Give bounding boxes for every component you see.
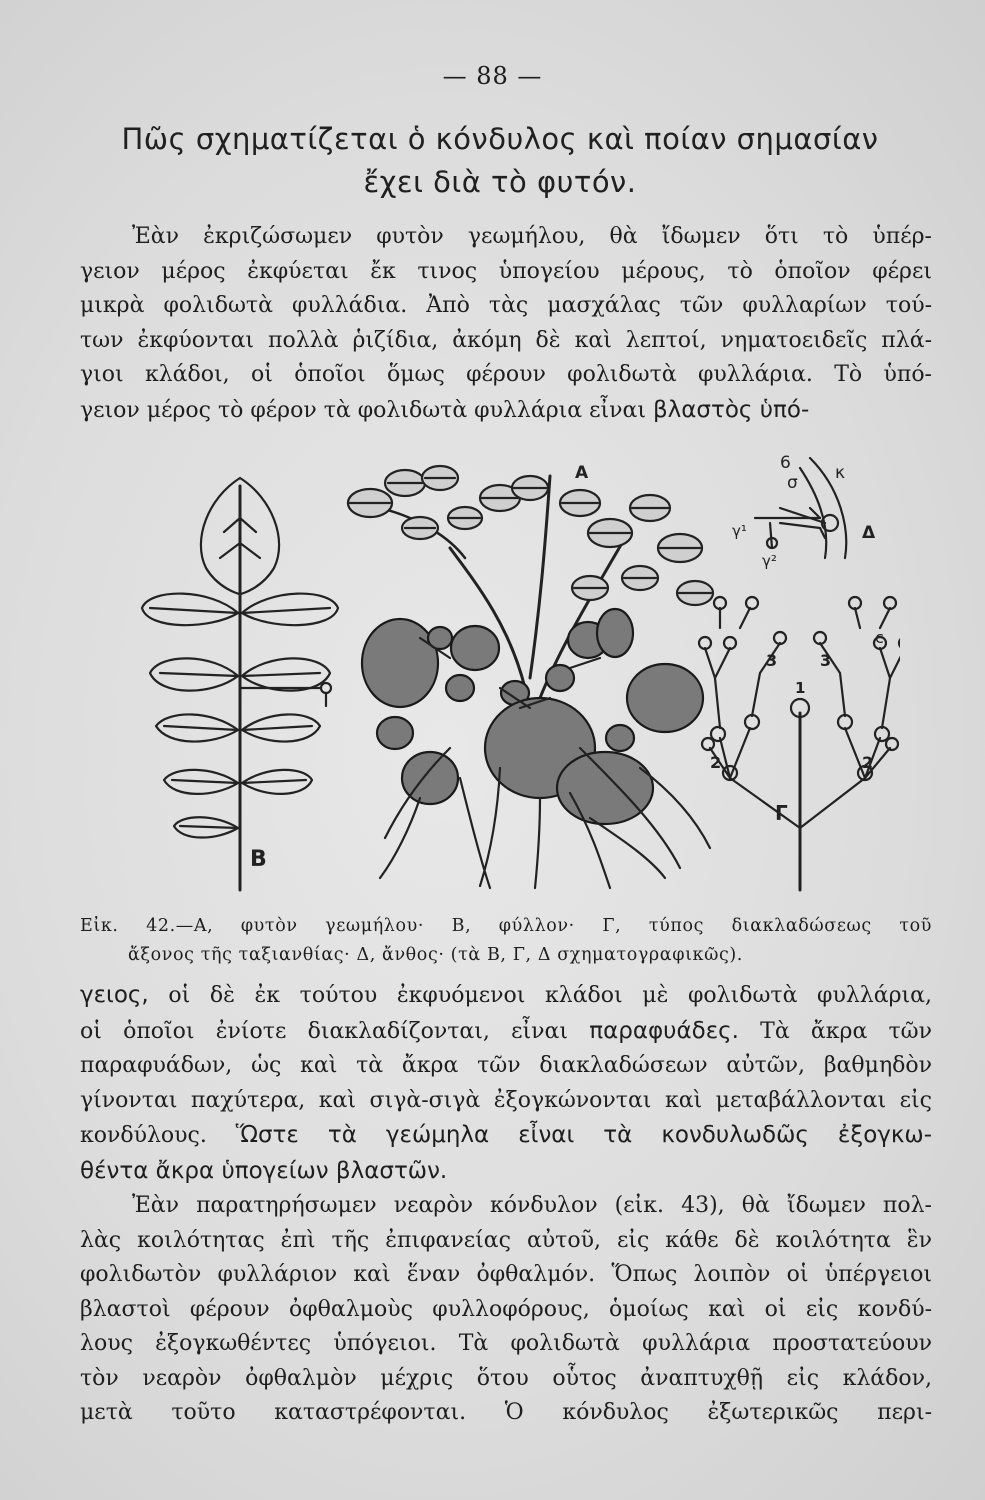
text-line: Ἐὰν ἐκριζώσωμεν φυτὸν γεωμήλου, θὰ ἴδωμεν ὅτι τὸ ὑπέρ- <box>132 224 932 249</box>
text-line <box>80 978 932 1014</box>
text-line: γίνονται παχύτερα, καὶ σιγὰ-σιγὰ ἐξογκώνονται καὶ μεταβάλλονται εἰς <box>80 1087 932 1113</box>
text-line <box>80 1014 932 1050</box>
emphasized-term: παραφυάδες. <box>589 1017 739 1044</box>
text-line: τὸν νεαρὸν ὀφθαλμὸν μέχρις ὅτου οὗτος ἀναπτυχθῇ εἰς κλάδον, <box>80 1365 932 1391</box>
label-3-right: 3 <box>820 651 832 670</box>
label-b-lower: 6 <box>780 453 791 473</box>
text-line: λους ἐξογκωθέντες ὑπόγειοι. Τὰ φολιδωτὰ φυλλάρια προστατεύουν <box>80 1331 932 1356</box>
emphasized-term: θέντα ἄκρα ὑπογείων βλαστῶν. <box>80 1157 448 1184</box>
heading-line-1: Πῶς σχηματίζεται ὁ κόνδυλος καὶ ποίαν σημασίαν <box>121 122 879 156</box>
label-b: Β <box>250 847 267 872</box>
text-line: Ἐὰν παρατηρήσωμεν νεαρὸν κόνδυλον (εἰκ. 43), θὰ ἴδωμεν πολ- <box>132 1193 932 1218</box>
leaf-diagram <box>142 478 338 890</box>
label-c: c <box>875 628 884 647</box>
text-line: φολιδωτὸν φυλλάριον καὶ ἕναν ὀφθαλμόν. Ὅπως λοιπὸν οἱ ὑπέργειοι <box>80 1262 932 1287</box>
text-line <box>80 1118 932 1154</box>
label-g1: γ¹ <box>732 522 747 540</box>
text-line <box>80 393 932 429</box>
section-heading <box>100 118 900 204</box>
branching-diagram <box>699 597 900 890</box>
label-2-right: 2 <box>862 753 874 772</box>
text-line: μικρὰ φολιδωτὰ φυλλάδια. Ἀπὸ τὰς μασχάλας τῶν φυλλαρίων τού- <box>80 293 932 318</box>
paragraph-2 <box>80 978 932 1189</box>
text-fragment: οἱ δὲ ἐκ τούτου ἐκφυόμενοι κλάδοι μὲ φολιδωτὰ φυλλάρια, <box>148 983 932 1008</box>
page-number: — 88 — <box>442 62 543 90</box>
text-line: μετὰ τοῦτο καταστρέφονται. Ὁ κόνδυλος ἐξωτερικῶς περι- <box>80 1400 932 1425</box>
potato-plant <box>348 466 713 888</box>
text-fragment: Τὰ ἄκρα τῶν <box>738 1018 932 1044</box>
label-a: Α <box>575 463 589 483</box>
text-line: λὰς κοιλότητας ἐπὶ τῆς ἐπιφανείας αὐτοῦ, εἰς κάθε δὲ κοιλότητα ἓν <box>80 1227 932 1253</box>
flower-diagram <box>755 458 846 558</box>
text-line: γιοι κλάδοι, οἱ ὁποῖοι ὅμως φέρουν φολιδωτὰ φυλλάρια. Τὸ ὑπό- <box>80 362 932 387</box>
label-1: 1 <box>795 679 806 697</box>
emphasized-term: βλαστὸς ὑπό- <box>652 396 810 423</box>
text-fragment: κονδύλους. <box>80 1123 236 1148</box>
text-fragment: οἱ ὁποῖοι ἐνίοτε διακλαδίζονται, εἶναι <box>80 1018 590 1044</box>
text-fragment: γειον μέρος τὸ φέρον τὰ φολιδωτὰ φυλλάρια εἶναι <box>80 397 653 423</box>
label-3-left: 3 <box>766 651 778 670</box>
label-k: κ <box>835 463 846 483</box>
text-line: βλαστοὶ φέρουν ὀφθαλμοὺς φυλλοφόρους, ὁμοίως καὶ οἱ εἰς κονδύ- <box>80 1296 932 1322</box>
caption-line-1: Εἰκ. 42.—Α, φυτὸν γεωμήλου· Β, φύλλον· Γ, τύπος διακλαδώσεως τοῦ <box>80 916 932 936</box>
label-g2: γ² <box>762 552 777 570</box>
text-line: των ἐκφύονται πολλὰ ῥιζίδια, ἀκόμη δὲ καὶ λεπτοί, νηματοειδεῖς πλά- <box>80 327 932 353</box>
paragraph-1 <box>80 220 932 428</box>
caption-line-2: ἄξονος τῆς ταξιανθίας· Δ, ἄνθος· (τὰ Β, Γ, Δ σχηματογραφικῶς). <box>128 945 743 965</box>
label-g: Γ <box>775 801 788 825</box>
label-sigma: σ <box>787 473 798 493</box>
heading-line-2: ἔχει διὰ τὸ φυτόν. <box>363 165 637 199</box>
label-d: Δ <box>862 523 876 543</box>
text-line: γειον μέρος ἐκφύεται ἔκ τινος ὑπογείου μέρους, τὸ ὁποῖον φέρει <box>80 258 932 284</box>
label-2-left: 2 <box>710 753 722 772</box>
emphasized-term: γειος, <box>80 982 149 1008</box>
text-line <box>80 1154 932 1190</box>
emphasized-term: Ὥστε τὰ γεώμηλα εἶναι τὰ κονδυλωδῶς ἐξογκω- <box>235 1122 932 1148</box>
paragraph-3 <box>80 1189 932 1431</box>
figure-caption <box>80 912 932 970</box>
potato-plant-illustration <box>120 448 900 898</box>
text-line: παραφυάδων, ὡς καὶ τὰ ἄκρα τῶν διακλαδώσεων αὐτῶν, βαθμηδὸν <box>80 1053 932 1078</box>
figure-42 <box>120 448 900 898</box>
